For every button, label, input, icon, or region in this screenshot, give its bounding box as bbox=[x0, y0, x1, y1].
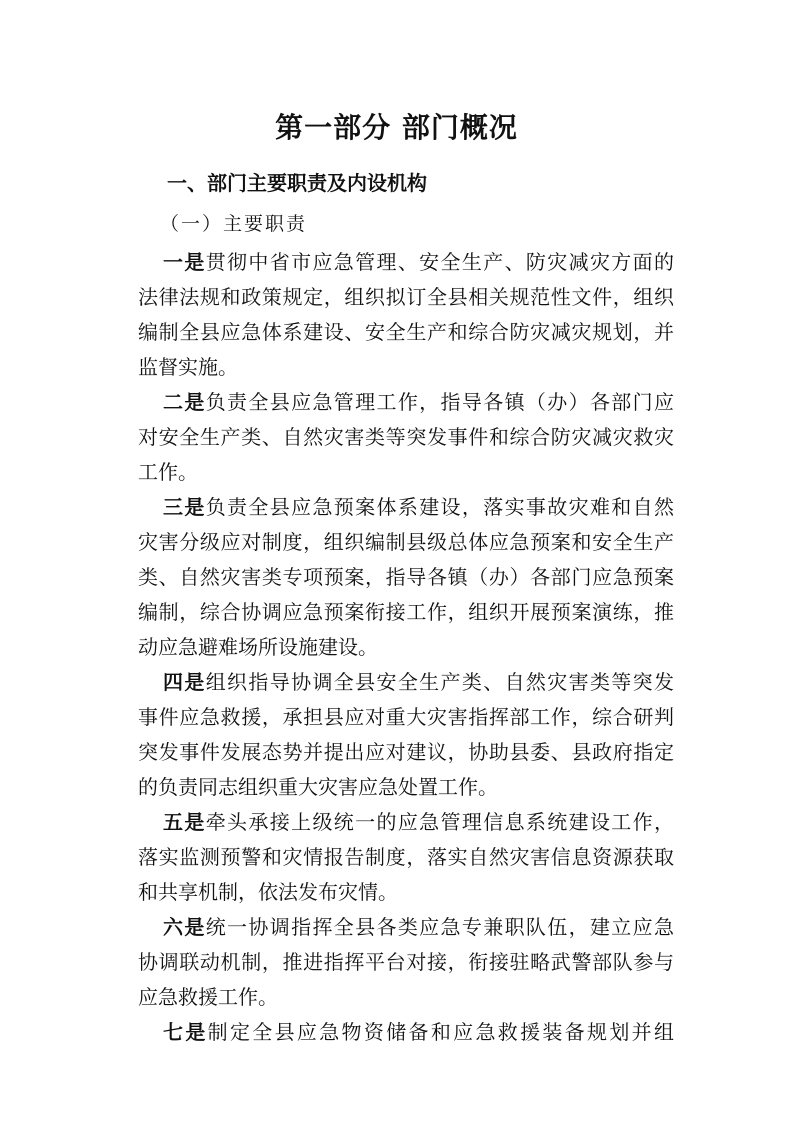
section-heading: 一、部门主要职责及内设机构 bbox=[167, 171, 427, 195]
paragraph bbox=[138, 910, 674, 1015]
paragraph-line bbox=[138, 910, 674, 945]
paragraph-line bbox=[138, 490, 674, 525]
line-text: 和共享机制，依法发布灾情。 bbox=[138, 880, 398, 904]
paragraph-line bbox=[138, 945, 674, 980]
line-text: 制定全县应急物资储备和应急救援装备规划并组 bbox=[207, 1020, 675, 1044]
line-text: 统一协调指挥全县各类应急专兼职队伍，建立应急 bbox=[205, 915, 675, 939]
line-text: 类、自然灾害类专项预案，指导各镇（办）各部门应急预案 bbox=[138, 565, 674, 589]
paragraph-lead: 七是 bbox=[163, 1020, 208, 1044]
paragraph-line bbox=[138, 875, 674, 910]
line-text: 事件应急救援，承担县应对重大灾害指挥部工作，综合研判 bbox=[138, 705, 674, 729]
paragraph-line bbox=[138, 840, 674, 875]
paragraph-line bbox=[138, 665, 674, 700]
paragraph-line bbox=[138, 455, 674, 490]
line-text: 法律法规和政策规定，组织拟订全县相关规范性文件，组织 bbox=[138, 285, 674, 309]
paragraph-line bbox=[138, 280, 674, 315]
line-text: 编制，综合协调应急预案衔接工作，组织开展预案演练，推 bbox=[138, 600, 674, 624]
paragraph-line bbox=[138, 525, 674, 560]
line-text: 对安全生产类、自然灾害类等突发事件和综合防灾减灾救灾 bbox=[138, 425, 674, 449]
page-title: 第一部分 部门概况 bbox=[275, 111, 518, 144]
subsection-heading: （一）主要职责 bbox=[160, 213, 308, 235]
paragraph-line bbox=[138, 1015, 674, 1050]
paragraph bbox=[138, 1015, 674, 1050]
paragraph-line bbox=[138, 595, 674, 630]
paragraph-lead: 五是 bbox=[163, 810, 206, 834]
line-text: 应急救援工作。 bbox=[138, 985, 278, 1009]
paragraph-line bbox=[138, 385, 674, 420]
line-text: 监督实施。 bbox=[138, 355, 238, 379]
paragraph-line bbox=[138, 560, 674, 595]
line-text: 编制全县应急体系建设、安全生产和综合防灾减灾规划，并 bbox=[138, 320, 674, 344]
line-text: 工作。 bbox=[138, 460, 198, 484]
line-text: 动应急避难场所设施建设。 bbox=[138, 635, 378, 659]
paragraph bbox=[138, 385, 674, 490]
paragraph-line bbox=[138, 245, 674, 280]
paragraph-line bbox=[138, 630, 674, 665]
paragraph-line bbox=[138, 980, 674, 1015]
document-body bbox=[138, 245, 674, 1050]
line-text: 协调联动机制，推进指挥平台对接，衔接驻略武警部队参与 bbox=[138, 950, 674, 974]
paragraph-lead: 一是 bbox=[163, 250, 206, 274]
line-text: 负责全县应急预案体系建设，落实事故灾难和自然 bbox=[205, 495, 675, 519]
line-text: 组织指导协调全县安全生产类、自然灾害类等突发 bbox=[205, 670, 675, 694]
line-text: 牵头承接上级统一的应急管理信息系统建设工作， bbox=[205, 810, 675, 834]
line-text: 贯彻中省市应急管理、安全生产、防灾减灾方面的 bbox=[205, 250, 675, 274]
line-text: 突发事件发展态势并提出应对建议，协助县委、县政府指定 bbox=[138, 740, 674, 764]
line-text: 的负责同志组织重大灾害应急处置工作。 bbox=[138, 775, 498, 799]
paragraph-line bbox=[138, 350, 674, 385]
paragraph-line bbox=[138, 420, 674, 455]
paragraph-line bbox=[138, 805, 674, 840]
line-text: 灾害分级应对制度，组织编制县级总体应急预案和安全生产 bbox=[138, 530, 674, 554]
paragraph-line bbox=[138, 315, 674, 350]
paragraph-line bbox=[138, 735, 674, 770]
paragraph-lead: 二是 bbox=[163, 390, 206, 414]
line-text: 负责全县应急管理工作，指导各镇（办）各部门应 bbox=[205, 390, 675, 414]
paragraph bbox=[138, 490, 674, 665]
paragraph-line bbox=[138, 700, 674, 735]
paragraph bbox=[138, 665, 674, 805]
paragraph bbox=[138, 245, 674, 385]
paragraph-line bbox=[138, 770, 674, 805]
paragraph-lead: 六是 bbox=[163, 915, 206, 939]
paragraph-lead: 三是 bbox=[163, 495, 206, 519]
paragraph bbox=[138, 805, 674, 910]
line-text: 落实监测预警和灾情报告制度，落实自然灾害信息资源获取 bbox=[138, 845, 674, 869]
paragraph-lead: 四是 bbox=[163, 670, 206, 694]
